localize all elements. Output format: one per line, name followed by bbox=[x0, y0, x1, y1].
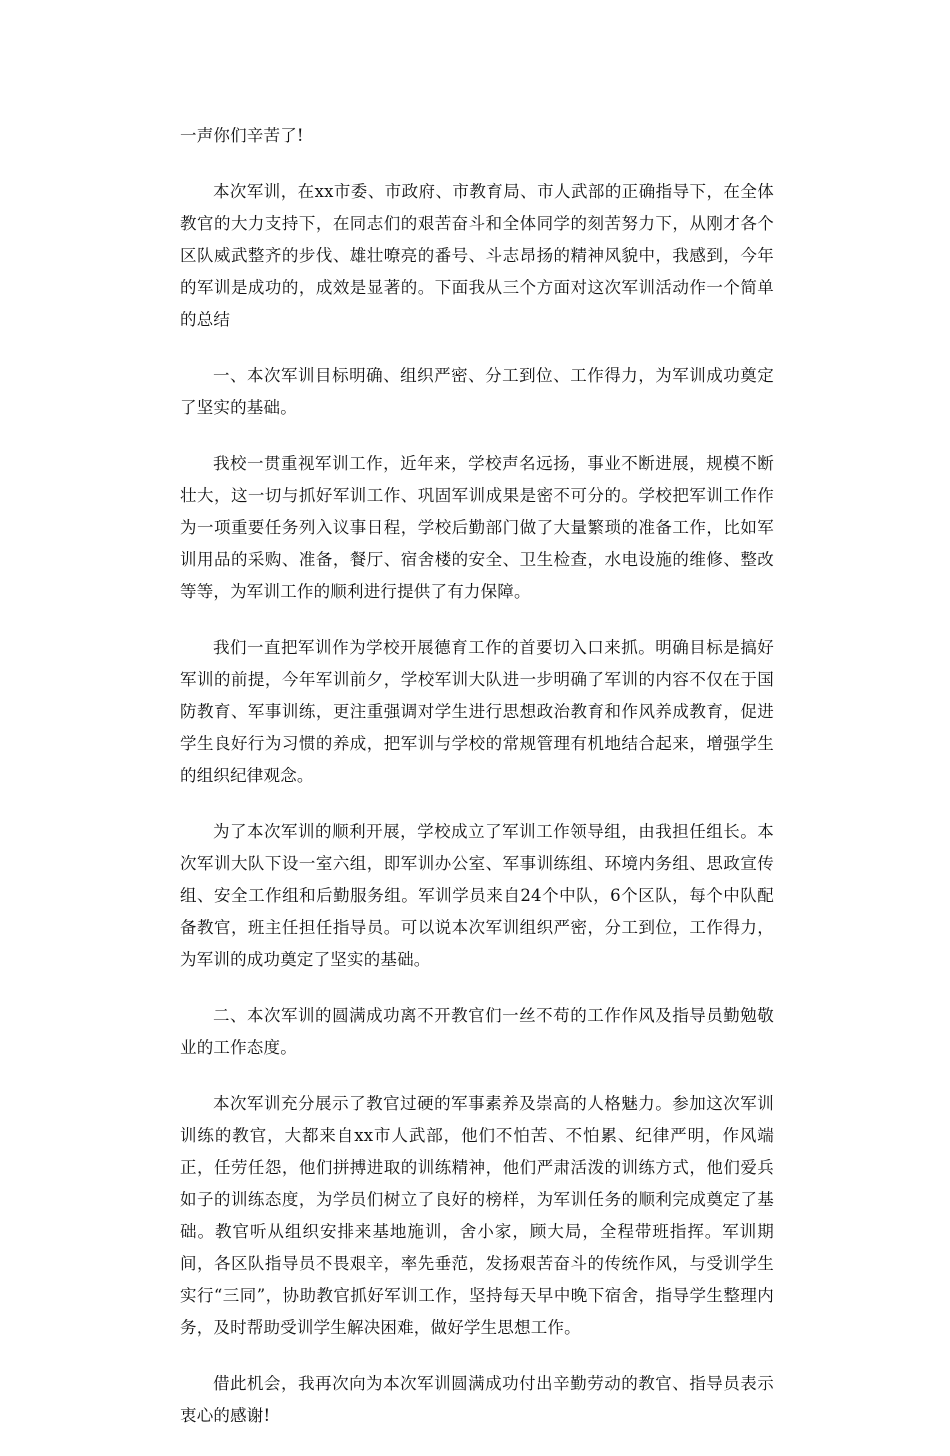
paragraph-opening: 一声你们辛苦了! bbox=[180, 126, 304, 145]
section-heading-2: 二、本次军训的圆满成功离不开教官们一丝不苟的工作作风及指导员勤勉敬业的工作态度。 bbox=[180, 1006, 774, 1057]
paragraph-intro: 本次军训，在xx市委、市政府、市教育局、市人武部的正确指导下，在全体教官的大力支持下，在同志们的艰苦奋斗和全体同学的刻苦努力下，从刚才各个区队威武整齐的步伐、雄壮嘹亮的番号、斗志昂扬的精神风貌中，我感到，今年的军训是成功的，成效是显著的。下面我从三个方面对这次军训活动作一个简单的总结 bbox=[180, 182, 774, 329]
section-heading-1: 一、本次军训目标明确、组织严密、分工到位、工作得力，为军训成功奠定了坚实的基础。 bbox=[180, 366, 774, 417]
paragraph-closing: 借此机会，我再次向为本次军训圆满成功付出辛勤劳动的教官、指导员表示衷心的感谢! bbox=[180, 1374, 774, 1425]
document-page bbox=[180, 120, 774, 1456]
paragraph-body: 我校一贯重视军训工作，近年来，学校声名远扬，事业不断进展，规模不断壮大，这一切与抓好军训工作、巩固军训成果是密不可分的。学校把军训工作作为一项重要任务列入议事日程，学校后勤部门做了大量繁琐的准备工作，比如军训用品的采购、准备，餐厅、宿舍楼的安全、卫生检查，水电设施的维修、整改等等，为军训工作的顺利进行提供了有力保障。 bbox=[180, 454, 774, 601]
paragraph-body: 我们一直把军训作为学校开展德育工作的首要切入口来抓。明确目标是搞好军训的前提，今年军训前夕，学校军训大队进一步明确了军训的内容不仅在于国防教育、军事训练，更注重强调对学生进行思想政治教育和作风养成教育，促进学生良好行为习惯的养成，把军训与学校的常规管理有机地结合起来，增强学生的组织纪律观念。 bbox=[180, 638, 774, 785]
paragraph-body: 本次军训充分展示了教官过硬的军事素养及崇高的人格魅力。参加这次军训训练的教官，大都来自xx市人武部，他们不怕苦、不怕累、纪律严明，作风端正，任劳任怨，他们拼搏进取的训练精神，他们严肃活泼的训练方式，他们爱兵如子的训练态度，为学员们树立了良好的榜样，为军训任务的顺利完成奠定了基础。教官听从组织安排来基地施训，舍小家，顾大局，全程带班指挥。军训期间，各区队指导员不畏艰辛，率先垂范，发扬艰苦奋斗的传统作风，与受训学生实行“三同”，协助教官抓好军训工作，坚持每天早中晚下宿舍，指导学生整理内务，及时帮助受训学生解决困难，做好学生思想工作。 bbox=[180, 1094, 774, 1337]
paragraph-body: 为了本次军训的顺利开展，学校成立了军训工作领导组，由我担任组长。本次军训大队下设一室六组，即军训办公室、军事训练组、环境内务组、思政宣传组、安全工作组和后勤服务组。军训学员来自24个中队，6个区队，每个中队配备教官，班主任担任指导员。可以说本次军训组织严密，分工到位，工作得力，为军训的成功奠定了坚实的基础。 bbox=[180, 822, 774, 969]
